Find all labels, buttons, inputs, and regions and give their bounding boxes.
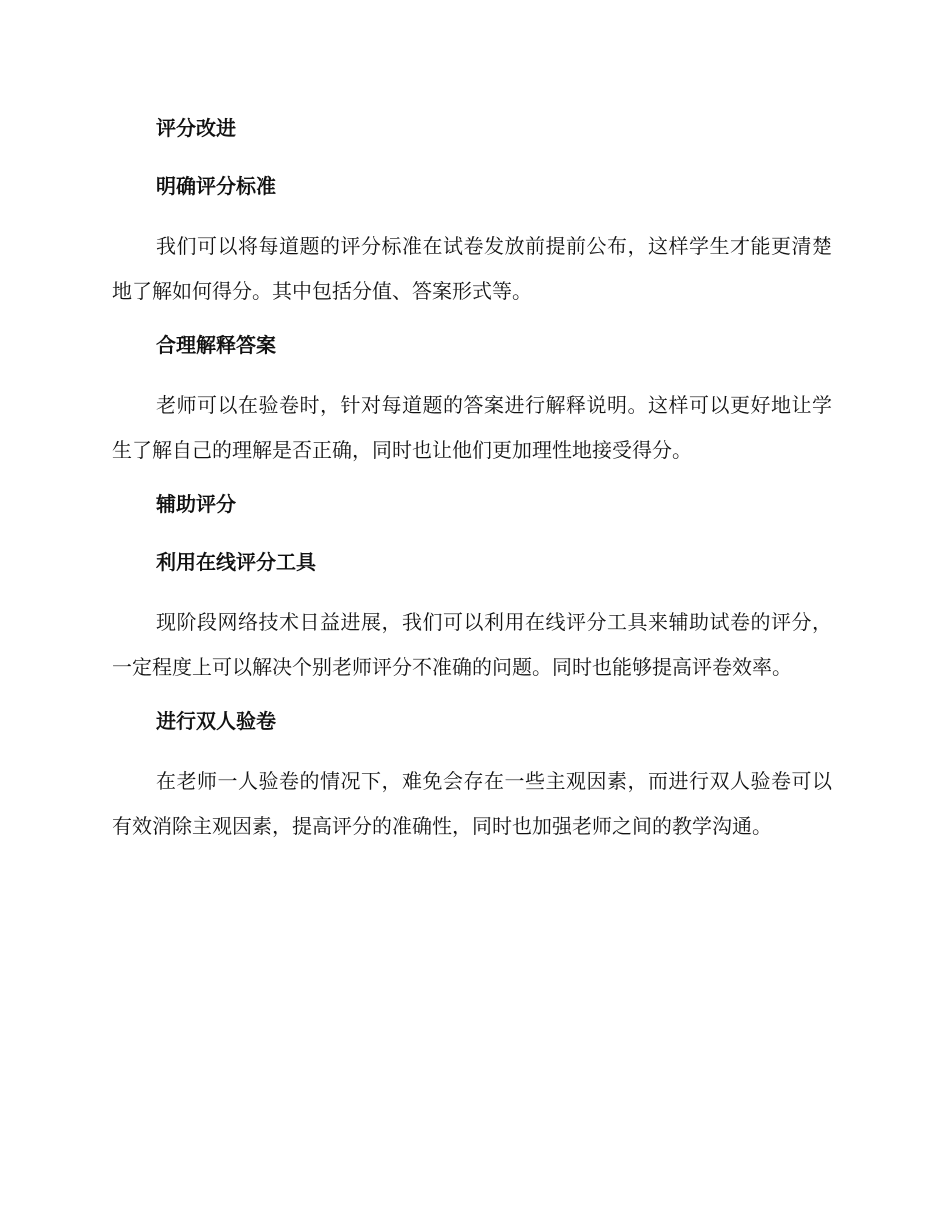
paragraph: 现阶段网络技术日益进展，我们可以利用在线评分工具来辅助试卷的评分，一定程度上可以解决个别老师评分不准确的问题。同时也能够提高评卷效率。 xyxy=(112,610,832,679)
paragraph: 老师可以在验卷时，针对每道题的答案进行解释说明。这样可以更好地让学生了解自己的理解是否正确，同时也让他们更加理性地接受得分。 xyxy=(112,393,832,462)
subsection-heading: 合理解释答案 xyxy=(156,333,276,357)
section-heading: 辅助评分 xyxy=(156,492,236,516)
subsection-heading: 利用在线评分工具 xyxy=(156,550,316,574)
document-content xyxy=(112,108,832,860)
paragraph: 我们可以将每道题的评分标准在试卷发放前提前公布，这样学生才能更清楚地了解如何得分。其中包括分值、答案形式等。 xyxy=(112,234,832,303)
paragraph: 在老师一人验卷的情况下，难免会存在一些主观因素，而进行双人验卷可以有效消除主观因素，提高评分的准确性，同时也加强老师之间的教学沟通。 xyxy=(112,769,832,838)
section-heading: 评分改进 xyxy=(156,116,236,140)
subsection-heading: 进行双人验卷 xyxy=(156,709,276,733)
subsection-heading: 明确评分标准 xyxy=(156,174,276,198)
